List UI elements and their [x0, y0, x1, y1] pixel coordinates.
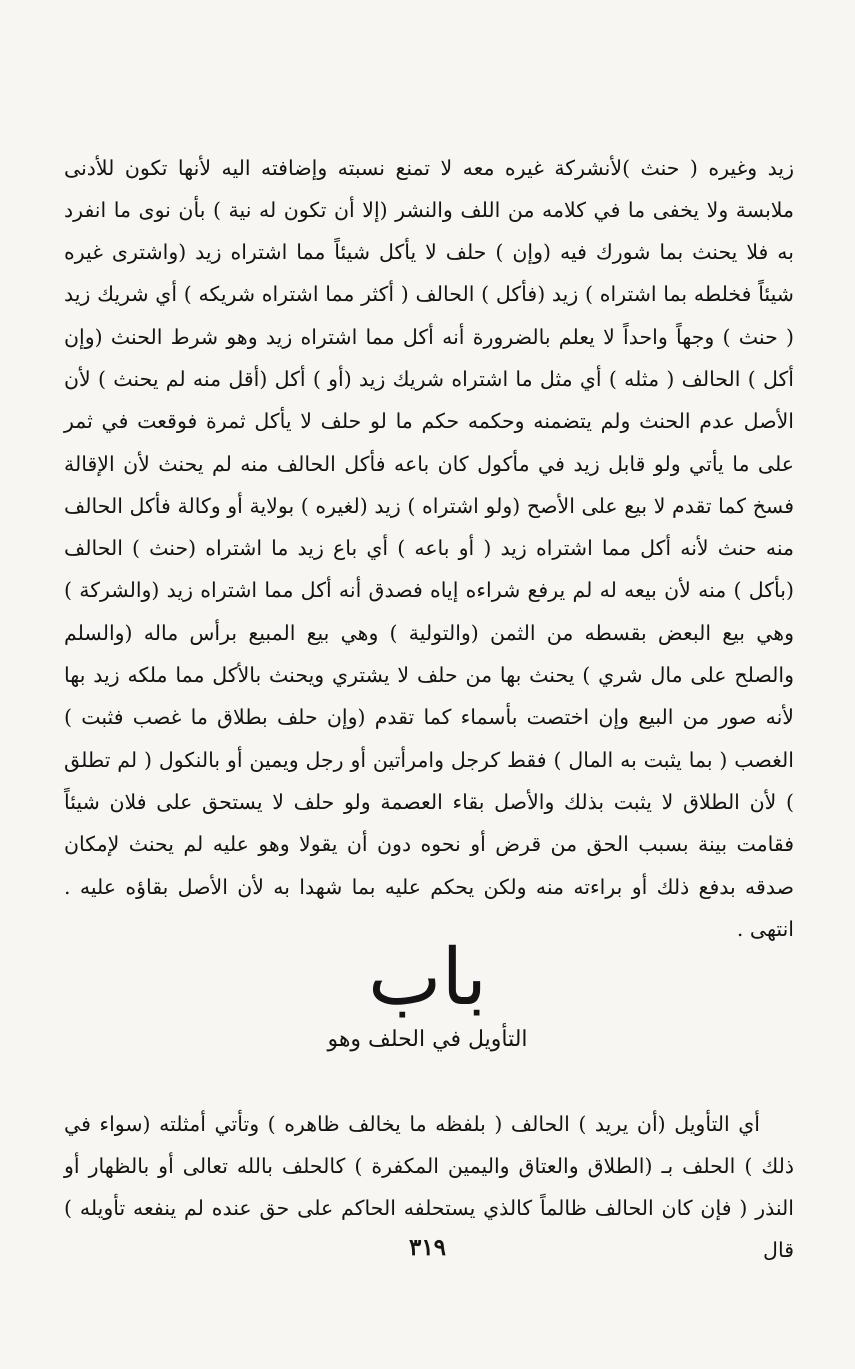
body-paragraph-top: زيد وغيره ( حنث )لأنشركة غيره معه لا تمنع نسبته وإضافته اليه لأنها تكون للأدنى ملابسة ولا يخفى ما في كلامه من اللف والنشر (إلا أن تكون له نية ) بأن نوى ما انفرد به فلا يحنث بما شورك فيه (وإن ) حلف لا يأكل شيئاً مما اشتراه زيد (واشترى غيره شيئاً فخلطه بما اشتراه ) زيد (فأكل ) الحالف ( أكثر مما اشتراه شريكه ) أي شريك زيد ( حنث ) وجهاً واحداً لا يعلم بالضرورة أنه أكل مما اشتراه زيد وهو شرط الحنث (وإن أكل ) الحالف ( مثله ) أي مثل ما اشتراه شريك زيد (أو ) أكل (أقل منه لم يحنث ) لأن الأصل عدم الحنث ولم يتضمنه وحكمه حكم ما لو حلف لا يأكل ثمرة فوقعت في ثمر على ما يأتي ولو قابل زيد في مأكول كان باعه فأكل الحالف منه لم يحنث لأن الإقالة فسخ كما تقدم لا بيع على الأصح (ولو اشتراه ) زيد (لغيره ) بولاية أو وكالة فأكل الحالف منه حنث لأنه أكل مما اشتراه زيد ( أو باعه ) أي باع زيد ما اشتراه (حنث ) الحالف (بأكل ) منه لأن بيعه له لم يرفع شراءه إياه فصدق أنه أكل مما اشتراه زيد (والشركة ) وهي بيع البعض بقسطه من الثمن (والتولية ) وهي بيع المبيع برأس ماله (والسلم والصلح على مال شري ) يحنث بها من حلف لا يشتري ويحنث بالأكل مما ملكه زيد بها لأنه صور من البيع وإن اختصت بأسماء كما تقدم (وإن حلف بطلاق ما غصب فثبت ) الغصب ( بما يثبت به المال ) فقط كرجل وامرأتين أو رجل ويمين أو بالنكول ( لم تطلق ) لأن الطلاق لا يثبت بذلك والأصل بقاء العصمة ولو حلف لا يستحق على فلان شيئاً فقامت بينة بسبب الحق من قرض أو نحوه دون أن يقولا وهو عليه لم يحنث لإمكان صدقه بدفع ذلك أو براءته منه ولكن يحكم عليه بما شهدا به لأن الأصل بقاؤه عليه . انتهى .	[64, 155, 794, 941]
chapter-heading: باب	[368, 933, 487, 1023]
chapter-subtitle: التأويل في الحلف وهو	[327, 1027, 528, 1052]
page-number: ٣١٩	[408, 1234, 447, 1261]
body-paragraph-bottom: أي التأويل (أن يريد ) الحالف ( بلفظه ما يخالف ظاهره ) وتأتي أمثلته (سواء في ذلك ) الحلف بـ (الطلاق والعتاق واليمين المكفرة ) كالحلف بالله تعالى أو بالظهار أو النذر ( فإن كان الحالف ظالماً كالذي يستحلفه الحاكم على حق عنده لم ينفعه تأويله ) قال	[64, 1111, 794, 1263]
